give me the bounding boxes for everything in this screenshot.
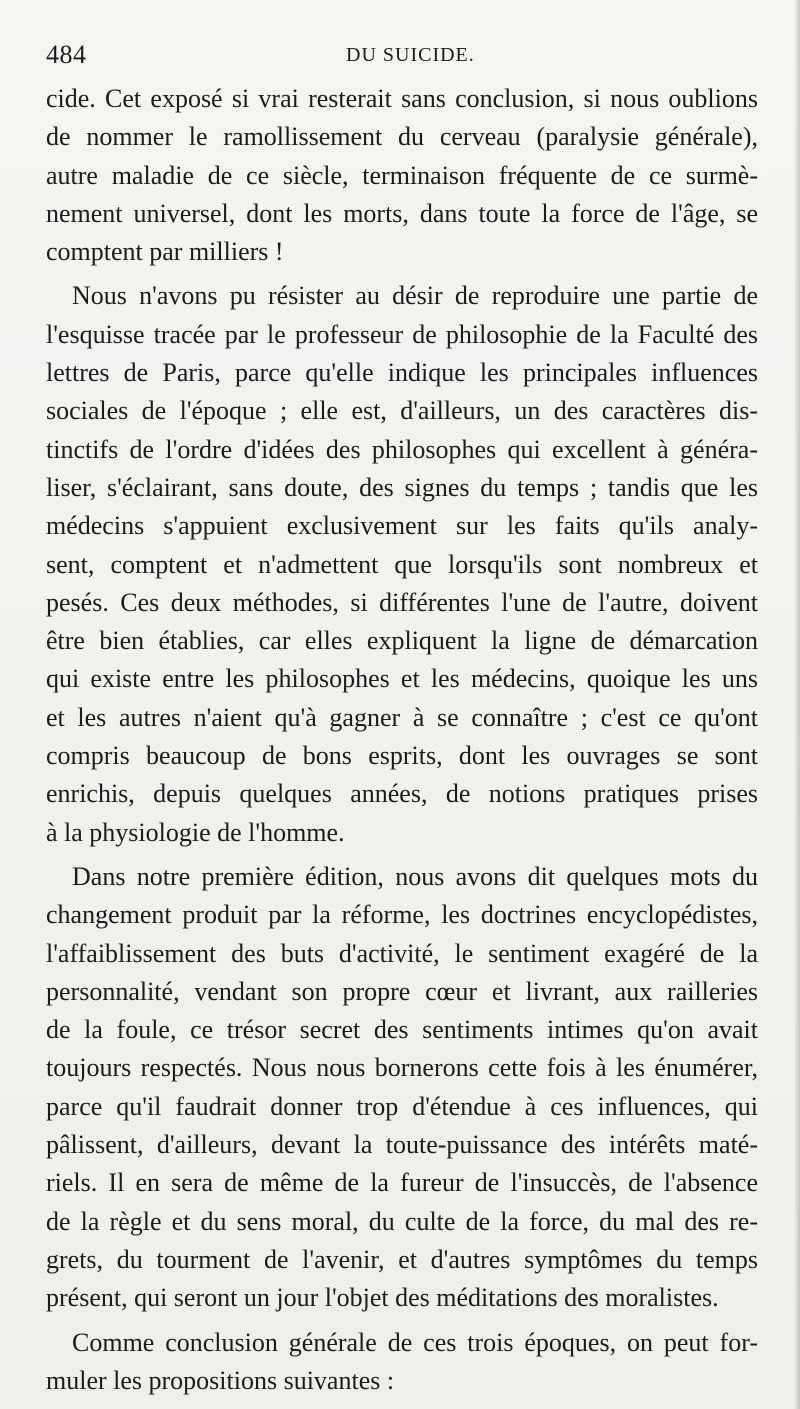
text-line: parce qu'il faudrait donner trop d'étendue à ces influences, qui: [46, 1091, 758, 1121]
text-line: enrichis, depuis quelques années, de notions pratiques prises: [46, 779, 758, 809]
text-line: présent, qui seront un jour l'objet des méditations des moralistes.: [46, 1283, 719, 1313]
running-head: DU SUICIDE.: [346, 44, 475, 66]
text-line: qui existe entre les philosophes et les médecins, quoique les uns: [46, 664, 758, 694]
text-line: toujours respectés. Nous nous bornerons cette fois à les énumérer,: [46, 1053, 758, 1083]
text-line: pesés. Ces deux méthodes, si différentes l'une de l'autre, doivent: [46, 587, 758, 617]
paragraph-2: [46, 277, 758, 851]
text-line: lettres de Paris, parce qu'elle indique les principales influences: [46, 358, 758, 388]
paragraph-4: [46, 1324, 758, 1401]
page-header: [46, 40, 760, 76]
text-line: muler les propositions suivantes :: [46, 1365, 395, 1395]
text-line: grets, du tourment de l'avenir, et d'autres symptômes du temps: [46, 1244, 758, 1274]
text-line: de nommer le ramollissement du cerveau (paralysie générale),: [46, 122, 758, 152]
text-line: changement produit par la réforme, les doctrines encyclopédistes,: [46, 900, 758, 930]
text-line: pâlissent, d'ailleurs, devant la toute-puissance des intérêts maté-: [46, 1130, 758, 1160]
text-line: médecins s'appuient exclusivement sur les faits qu'ils analy-: [46, 511, 758, 541]
text-line: nement universel, dont les morts, dans toute la force de l'âge, se: [46, 198, 758, 228]
text-line: l'affaiblissement des buts d'activité, le sentiment exagéré de la: [46, 938, 758, 968]
text-line: être bien établies, car elles expliquent la ligne de démarcation: [46, 626, 758, 656]
text-line: l'esquisse tracée par le professeur de philosophie de la Faculté des: [46, 319, 758, 349]
text-line: sent, comptent et n'admettent que lorsqu'ils sont nombreux et: [46, 549, 758, 579]
text-line: personnalité, vendant son propre cœur et livrant, aux railleries: [46, 976, 758, 1006]
text-line: Nous n'avons pu résister au désir de reproduire une partie de: [72, 281, 758, 311]
text-line: compris beaucoup de bons esprits, dont les ouvrages se sont: [46, 741, 758, 771]
paragraph-3: [46, 858, 758, 1318]
text-line: de la règle et du sens moral, du culte de la force, du mal des re-: [46, 1206, 758, 1236]
text-line: et les autres n'aient qu'à gagner à se connaître ; c'est ce qu'ont: [46, 702, 758, 732]
text-line: tinctifs de l'ordre d'idées des philosophes qui excellent à généra-: [46, 434, 758, 464]
paragraph-1: [46, 80, 758, 271]
text-line: autre maladie de ce siècle, terminaison fréquente de ce surmè-: [46, 160, 758, 190]
text-line: comptent par milliers !: [46, 237, 284, 267]
text-line: sociales de l'époque ; elle est, d'ailleurs, un des caractères dis-: [46, 396, 758, 426]
page-number: 484: [46, 40, 87, 69]
text-line: cide. Cet exposé si vrai resterait sans conclusion, si nous oublions: [46, 84, 758, 113]
text-line: Comme conclusion générale de ces trois époques, on peut for-: [72, 1327, 758, 1357]
text-line: riels. Il en sera de même de la fureur de l'insuccès, de l'absence: [46, 1168, 758, 1198]
text-line: Dans notre première édition, nous avons dit quelques mots du: [72, 861, 758, 891]
text-line: à la physiologie de l'homme.: [46, 817, 345, 847]
text-line: de la foule, ce trésor secret des sentiments intimes qu'on avait: [46, 1015, 758, 1045]
page-body: [46, 80, 758, 1400]
text-line: liser, s'éclairant, sans doute, des signes du temps ; tandis que les: [46, 472, 758, 502]
